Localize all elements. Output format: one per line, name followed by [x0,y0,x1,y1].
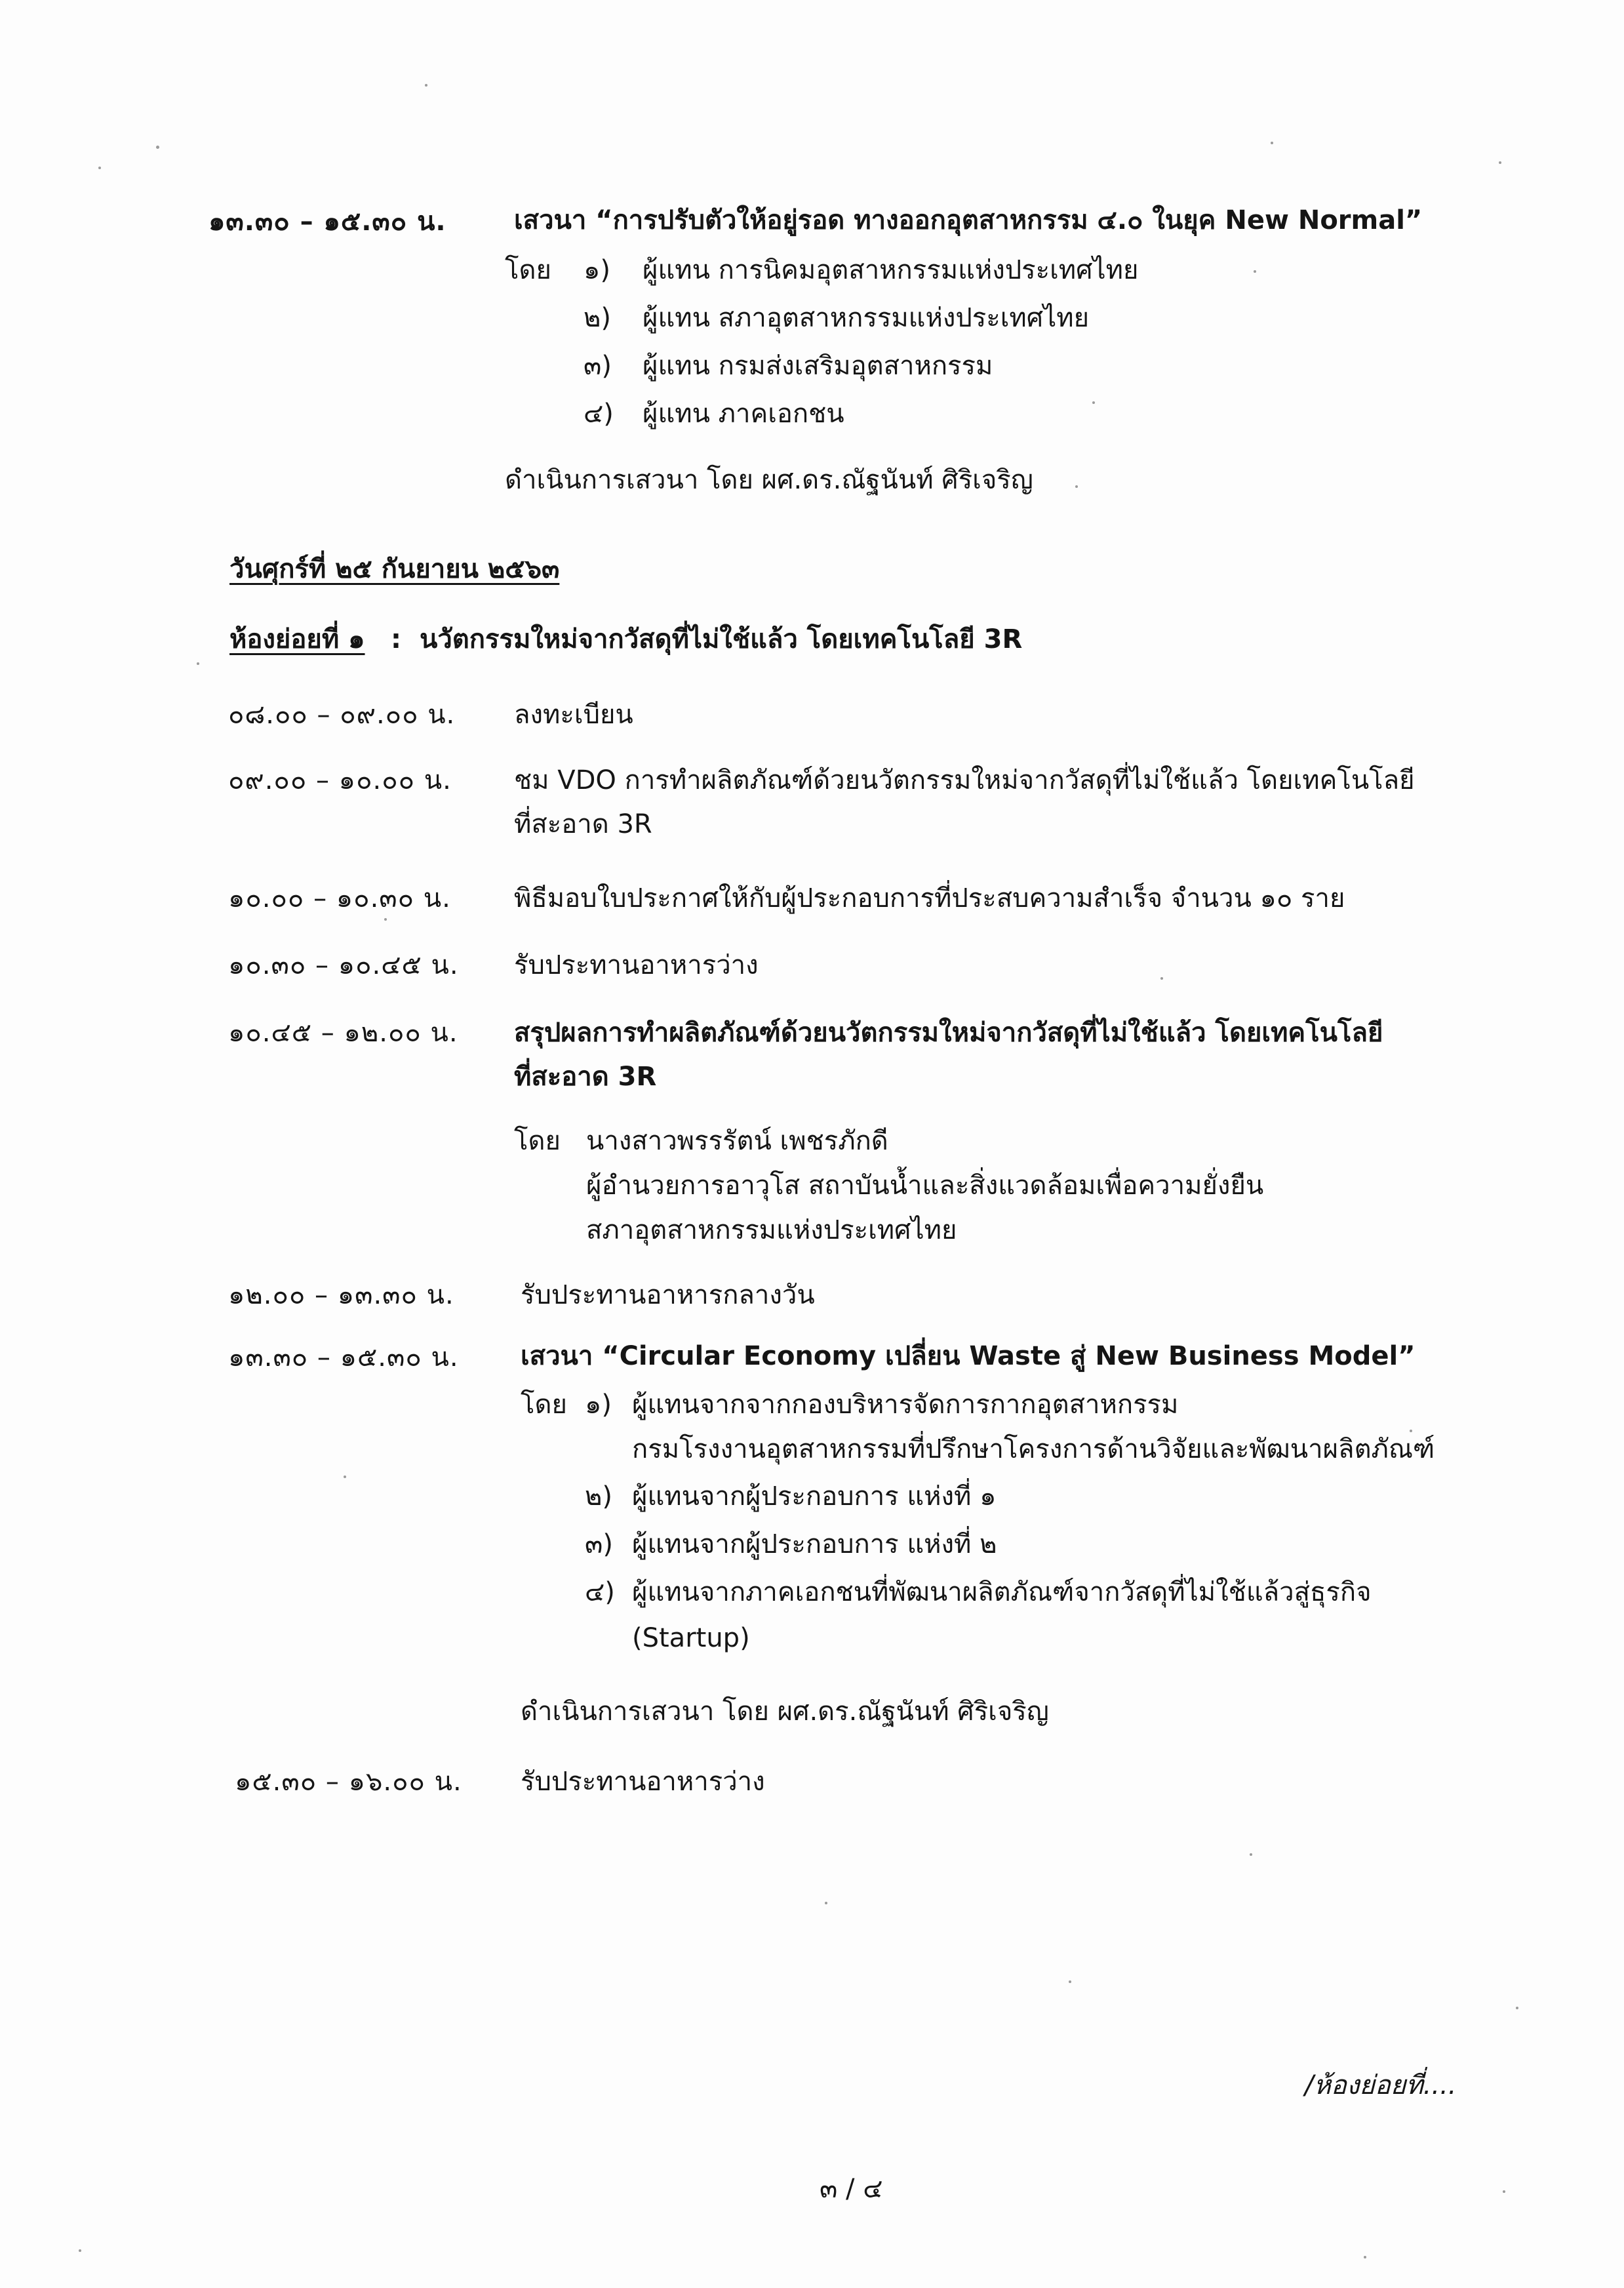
schedule-3-time: ๑๐.๓๐ – ๑๐.๔๕ น. [228,950,459,980]
summary-speaker-name: นางสาวพรรรัตน์ เพชรภักดี [586,1126,888,1156]
summary-speaker-org: สภาอุตสาหกรรมแห่งประเทศไทย [586,1215,957,1245]
session2-speaker-1-num: ๑) [585,1390,612,1420]
session2-by-label: โดย [521,1390,567,1420]
scan-speck [1075,485,1078,488]
room-heading-title: นวัตกรรมใหม่จากวัสดุที่ไม่ใช้แล้ว โดยเทคโนโลยี 3R [420,624,1023,654]
schedule-2-text: พิธีมอบใบประกาศให้กับผู้ประกอบการที่ประสบความสำเร็จ จำนวน ๑๐ ราย [514,883,1345,913]
continuation-note: /ห้องย่อยที่.... [1305,2070,1457,2100]
scan-speck [825,1902,827,1904]
schedule-5-time: ๑๒.๐๐ – ๑๓.๓๐ น. [228,1280,454,1310]
summary-by-label: โดย [514,1126,561,1156]
scan-speck [384,918,387,921]
schedule-4-time: ๑๐.๔๕ – ๑๒.๐๐ น. [228,1018,458,1048]
scan-speck [1364,2256,1366,2258]
session2-title: เสวนา “Circular Economy เปลี่ยน Waste สู่ New Business Model” [521,1341,1416,1371]
page-number: ๓ / ๔ [820,2174,883,2204]
scan-speck [1503,2190,1505,2193]
schedule-3-text: รับประทานอาหารว่าง [514,950,759,980]
scan-speck [1254,270,1256,273]
session2-speaker-2: ผู้แทนจากผู้ประกอบการ แห่งที่ ๑ [632,1481,997,1512]
session2-speaker-4-num: ๔) [585,1577,615,1607]
session2-speaker-1-line-1: ผู้แทนจากจากกองบริหารจัดการกากอุตสาหกรรม [632,1390,1179,1420]
scan-speck [1499,161,1501,164]
scan-speck [1160,977,1163,980]
schedule-1-text-1: ชม VDO การทำผลิตภัณฑ์ด้วยนวัตกรรมใหม่จากวัสดุที่ไม่ใช้แล้ว โดยเทคโนโลยี [514,765,1415,795]
scan-speck [156,146,159,149]
last-item-time: ๑๕.๓๐ – ๑๖.๐๐ น. [235,1767,462,1797]
last-item-text: รับประทานอาหารว่าง [521,1767,765,1797]
session1-moderator: ดำเนินการเสวนา โดย ผศ.ดร.ณัฐนันท์ ศิริเจริญ [505,465,1033,495]
session1-speaker-4: ผู้แทน ภาคเอกชน [643,399,844,429]
session2-speaker-1-line-2: กรมโรงงานอุตสาหกรรมที่ปรึกษาโครงการด้านวิจัยและพัฒนาผลิตภัณฑ์ [632,1434,1435,1464]
session2-time: ๑๓.๓๐ – ๑๕.๓๐ น. [228,1342,459,1373]
scan-speck [344,1475,346,1478]
day-heading: วันศุกร์ที่ ๒๕ กันยายน ๒๕๖๓ [229,554,560,584]
session1-time: ๑๓.๓๐ – ๑๕.๓๐ น. [208,207,446,237]
schedule-4-text-1: สรุปผลการทำผลิตภัณฑ์ด้วยนวัตกรรมใหม่จากวัสดุที่ไม่ใช้แล้ว โดยเทคโนโลยี [514,1018,1383,1048]
schedule-4-text-2: ที่สะอาด 3R [514,1062,657,1092]
room-heading-label: ห้องย่อยที่ ๑ [229,624,365,654]
schedule-2-time: ๑๐.๐๐ – ๑๐.๓๐ น. [228,883,451,913]
session2-speaker-2-num: ๒) [585,1481,612,1512]
schedule-0-text: ลงทะเบียน [514,700,633,730]
scan-speck [79,2249,81,2252]
session2-speaker-3: ผู้แทนจากผู้ประกอบการ แห่งที่ ๒ [632,1529,997,1559]
session1-speaker-1: ผู้แทน การนิคมอุตสาหกรรมแห่งประเทศไทย [643,255,1139,285]
session1-title: เสวนา “การปรับตัวให้อยู่รอด ทางออกอุตสาหกรรม ๔.๐ ในยุค New Normal” [514,205,1423,235]
session1-by-label: โดย [505,255,551,285]
scan-speck [98,167,101,169]
session2-speaker-4-line-1: ผู้แทนจากภาคเอกชนที่พัฒนาผลิตภัณฑ์จากวัสดุที่ไม่ใช้แล้วสู่ธุรกิจ [632,1577,1372,1607]
session1-speaker-3-num: ๓) [584,351,612,381]
schedule-5-text: รับประทานอาหารกลางวัน [521,1280,815,1310]
schedule-0-time: ๐๘.๐๐ – ๐๙.๐๐ น. [228,700,456,730]
session2-speaker-4-line-2: (Startup) [632,1623,750,1653]
session1-speaker-2-num: ๒) [584,303,611,333]
scan-speck [197,662,199,665]
scan-speck [425,84,427,87]
schedule-1-time: ๐๙.๐๐ – ๑๐.๐๐ น. [228,765,452,795]
session2-moderator: ดำเนินการเสวนา โดย ผศ.ดร.ณัฐนันท์ ศิริเจริญ [521,1696,1049,1727]
scan-speck [1516,2007,1518,2009]
scan-speck [1250,1853,1252,1856]
room-heading-sep: : [391,624,401,654]
session1-speaker-4-num: ๔) [584,399,614,429]
summary-speaker-position: ผู้อำนวยการอาวุโส สถาบันน้ำและสิ่งแวดล้อมเพื่อความยั่งยืน [586,1171,1264,1201]
scan-speck [1069,1980,1071,1983]
scan-speck [1271,142,1273,144]
session1-speaker-2: ผู้แทน สภาอุตสาหกรรมแห่งประเทศไทย [643,303,1090,333]
session1-speaker-1-num: ๑) [584,255,610,285]
session2-speaker-3-num: ๓) [585,1529,613,1559]
scan-speck [1092,401,1095,404]
session1-speaker-3: ผู้แทน กรมส่งเสริมอุตสาหกรรม [643,351,993,381]
schedule-1-text-2: ที่สะอาด 3R [514,809,652,839]
scan-speck [1410,1430,1412,1432]
